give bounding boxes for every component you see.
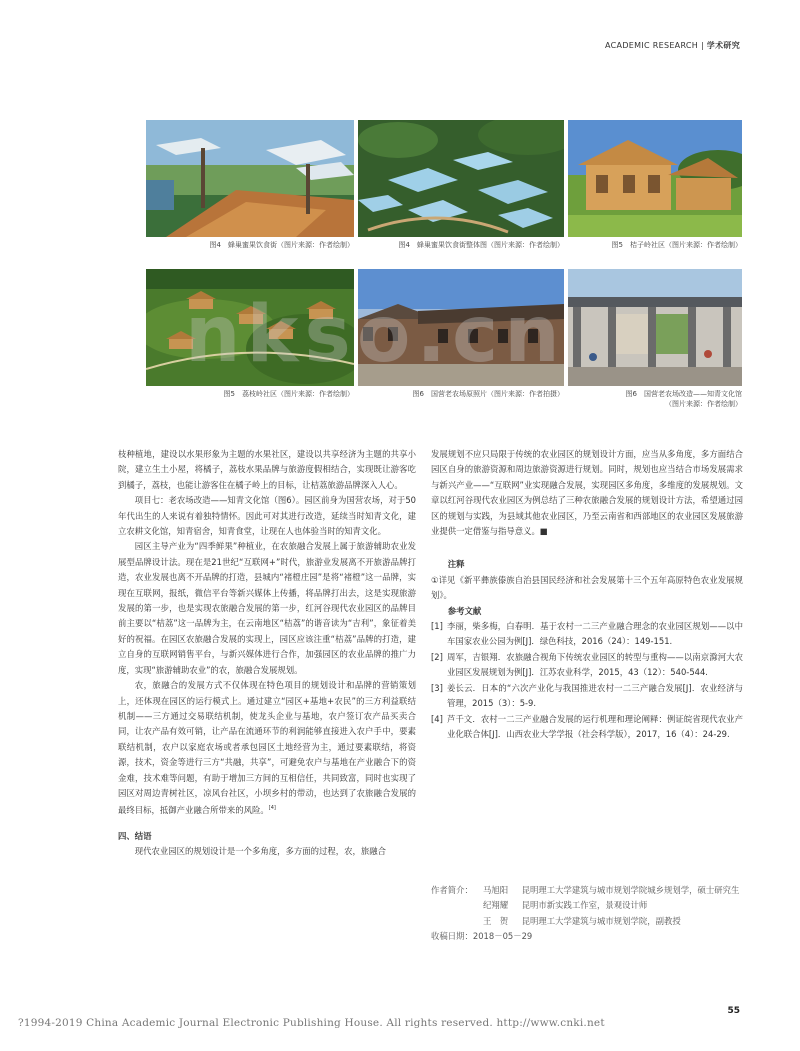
figure-4a-image — [146, 120, 354, 237]
author-name: 王 贺 — [483, 915, 509, 926]
page-number: 55 — [727, 1006, 740, 1016]
figure-5a-caption: 图5 桔子岭社区（图片来源：作者绘制） — [611, 241, 742, 249]
figure-5b-caption: 图5 荔枝岭社区（图片来源：作者绘制） — [223, 390, 354, 398]
figure-4a-caption: 图4 蜂巢蜜果饮食街（图片来源：作者绘制） — [209, 241, 354, 249]
reference-text: 姜长云．日本的“六次产业化与我国推进农村一二三产融合发展[J]．农业经济与管理，2015（3）：5-9. — [447, 682, 743, 709]
author-desc: 昆明市新实践工作室，景观设计师 — [521, 900, 648, 911]
figure-6a-caption: 图6 国营老农场原照片（图片来源：作者拍摄） — [412, 390, 564, 398]
author-row — [431, 898, 746, 913]
watermark: nkso.cn — [185, 290, 566, 380]
body-paragraph: 现代农业园区的规划设计是一个多角度，多方面的过程，农，旅融合 — [134, 845, 387, 856]
body-paragraph — [118, 678, 416, 818]
figure-5b-image — [146, 269, 354, 386]
reference-item — [431, 650, 743, 681]
reference-number: [4] — [431, 713, 443, 724]
figure-6b-caption-line2: （图片来源：作者绘制） — [665, 400, 742, 408]
section-heading: 四、结语 — [118, 830, 152, 841]
body-paragraph: 园区主导产业为“四季鲜果”种植业，在农旅融合发展上属于旅游辅助农业发展型品牌设计法。现在是21世纪“互联网+”时代，旅游业发展离不开旅游品牌打造，农业发展也离不开品牌的打造，县城内“褚橙庄园”是将“褚橙”这一品牌，实现在互联网，报纸，微信平台等新兴媒体上传播，将品牌打出去，这是实现旅游发展的第一步，也是实现农旅融合发展的第一步，红河谷现代农业园区的品牌目前主要以“桔荔”这一品牌为主，在云南地区“桔荔”的谐音读为“吉利”，象征着美好的祝福。在园区农旅融合发展的实现上，园区应该注重“桔荔”品牌的打造，建立自身的互联网销售平台，与新兴媒体进行合作，加强园区的农业品牌的推广力度，实现“旅游辅助农业”的农，旅融合发展规划。 — [118, 541, 416, 675]
running-header-cn: 学术研究 — [706, 41, 740, 50]
figure-4b-image — [358, 120, 564, 237]
reference-text: 芦千文．农村一二三产业融合发展的运行机理和理论阐释：例证皖省现代农业产业化联合体[J]．山西农业大学学报（社会科学版），2017，16（4）：24-29. — [447, 713, 743, 739]
running-header — [605, 40, 740, 51]
figure-6b-caption-line1: 图6 国营老农场改造——知青文化馆 — [625, 390, 742, 398]
figure-5a-image — [568, 120, 742, 237]
reference-item — [431, 619, 743, 650]
reference-text: 李丽，柴多梅，白春明．基于农村一二三产业融合理念的农业园区规划——以中车国家农业公园为例[J]．绿色科技，2016（24）：149-151. — [447, 621, 743, 647]
running-header-en: ACADEMIC RESEARCH — [605, 41, 699, 50]
reference-text: 周军，吉银翔．农旅融合视角下传统农业园区的转型与重构——以南京滁河大农业园区发展规划为例[J]．江苏农业科学，2015，43（12）：540-544. — [447, 651, 743, 678]
reference-number: [2] — [431, 651, 443, 662]
figure-6a-image — [358, 269, 564, 386]
copyright-footer: ?1994-2019 China Academic Journal Electronic Publishing House. All rights reserved. http://www.cnki.net — [18, 1017, 605, 1029]
author-desc: 昆明理工大学建筑与城市规划学院城乡规划学，硕士研究生 — [521, 885, 740, 895]
figure-6b-image — [568, 269, 742, 386]
body-paragraph: 枝种植地，建设以水果形象为主题的水果社区，建设以共享经济为主题的共享小院，建立生土小屋，将橘子，荔枝水果品牌与旅游度假相结合，实现既让游客吃到橘子，荔枝，也能让游客住在橘子岭上的目标，让桔荔旅游品牌深入人心。 — [118, 449, 416, 490]
reference-number: [3] — [431, 682, 443, 693]
author-row — [431, 914, 746, 929]
references-title: 参考文献 — [447, 605, 482, 616]
right-column — [431, 447, 743, 742]
author-name: 马旭阳 — [483, 885, 509, 895]
running-header-separator: | — [700, 41, 704, 50]
citation-superscript: [4] — [268, 805, 276, 812]
author-info — [431, 883, 746, 945]
body-paragraph — [431, 447, 743, 539]
body-paragraph-text: 发展规划不应只局限于传统的农业园区的规划设计方面，应当从多角度，多方面结合园区自身的旅游资源和周边旅游资源进行规划。同时，规划也应当结合市场发展需求与新兴产业——“互联网”业实现融合发展，实现园区多角度，多维度的发展规划。文章以红河谷现代农业园区为例总结了三种农旅融合发展的规划设计方法，希望通过园区的规划与实践，为县域其他农业园区，乃至云南省和西部地区的农业园区发展旅游业提供一定借鉴与指导意义。 — [431, 449, 743, 537]
body-paragraph-text: 农，旅融合的发展方式不仅体现在特色项目的规划设计和品牌的营销策划上，还体现在园区的运行模式上。通过建立“园区+基地+农民”的三方利益联结机制——三方通过交易联结机制，使龙头企业与基地，农户签订农产品买卖合同，让农产品有效可销，让产品在流通环节的利润能够直接进入农户手中，要素联结机制，农户以家庭农场或者承包园区土地经营为主，通过要素联结，将资源，技术，资金等进行三方“共融，共享”，可避免农户与基地在产业融合下的资金难，技术难等问题，有助于增加三方间的互相信任，共同致富，同时也实现了园区对周边青树社区，凉风台社区，小坝乡村的带动，也达到了农旅融合发展的最终目标，抵御产业融合所带来的风险。 — [118, 680, 416, 816]
notes-title: 注释 — [447, 559, 465, 570]
left-column — [118, 447, 416, 859]
received-date: 收稿日期：2018－05－29 — [431, 931, 533, 942]
author-name: 纪翔耀 — [483, 900, 509, 911]
body-paragraph: 项目七：老农场改造——知青文化馆（图6）。园区前身为国营农场，对于50年代出生的人来说有着独特情怀。因此可对其进行改造，延续当时知青文化，建立农耕文化馆，知青宿舍，知青食堂，让现在人也体验当时的知青文化。 — [118, 495, 416, 537]
figure-4b-caption: 图4 蜂巢蜜果饮食街整体图（图片来源：作者绘制） — [398, 241, 564, 249]
note-item: ①详见《新平彝族傣族自治县国民经济和社会发展第十三个五年高原特色农业发展规划》。 — [431, 574, 743, 601]
author-row — [431, 883, 746, 898]
end-mark: ■ — [539, 526, 548, 537]
reference-item — [431, 712, 743, 743]
figure-6b-caption — [568, 389, 742, 409]
author-label: 作者简介： — [431, 885, 473, 895]
author-desc: 昆明理工大学建筑与城市规划学院，副教授 — [521, 915, 681, 926]
reference-item — [431, 681, 743, 712]
reference-number: [1] — [431, 621, 443, 632]
